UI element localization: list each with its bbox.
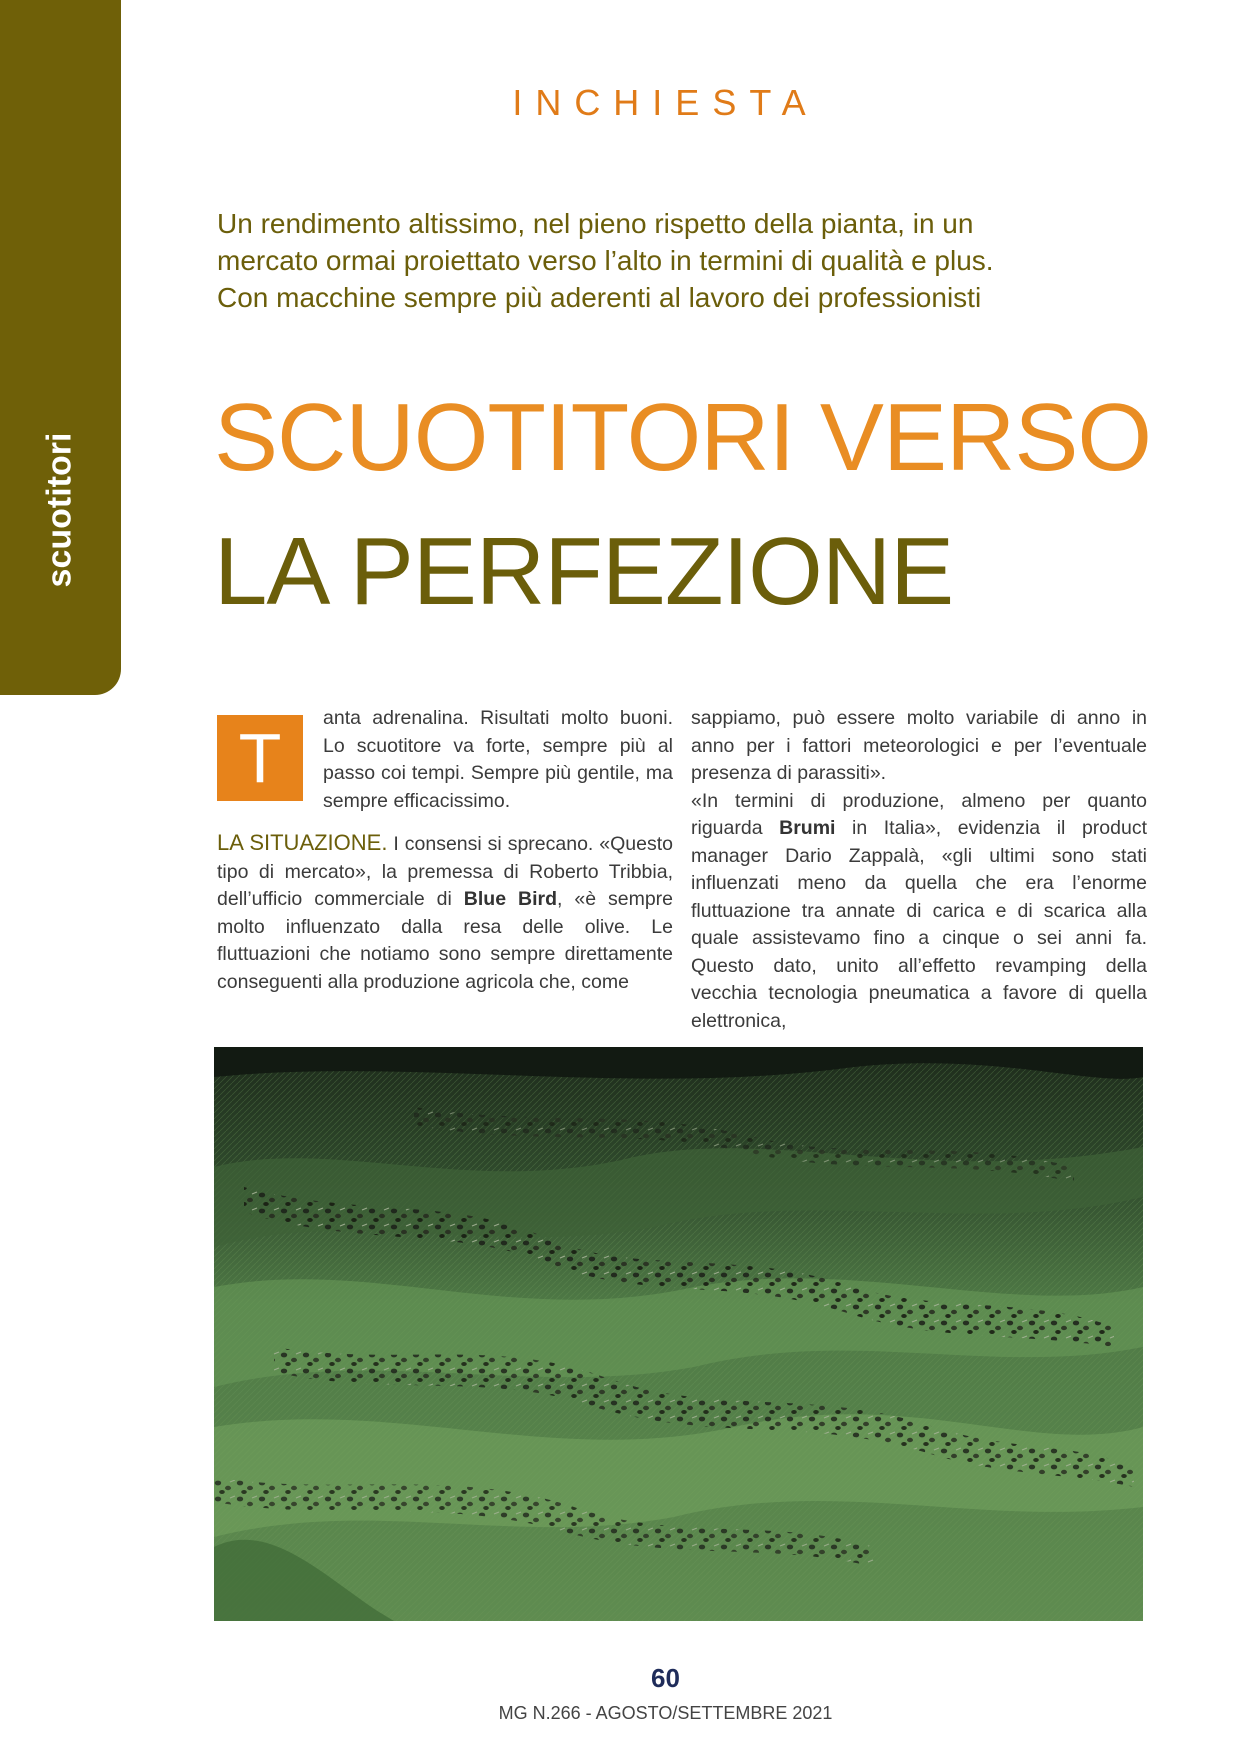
- article-title-line-2: LA PERFEZIONE: [214, 518, 954, 625]
- article-column-2: [691, 705, 1147, 1035]
- deck-line: mercato ormai proiettato verso l’alto in termini di qualità e plus.: [217, 245, 994, 276]
- brand-name: Brumi: [779, 817, 836, 839]
- deck-line: Un rendimento altissimo, nel pieno rispetto della pianta, in un: [217, 208, 974, 239]
- body-paragraph: sappiamo, può essere molto variabile di anno in anno per i fattori meteorologici e per l’eventuale presenza di parassiti».: [691, 707, 1147, 784]
- article-column-1: [217, 705, 673, 996]
- section-tab-label: scuotitori: [40, 432, 79, 588]
- page-number: 60: [651, 1663, 680, 1693]
- deck-line: Con macchine sempre più aderenti al lavoro dei professionisti: [217, 282, 982, 313]
- section-kicker: INCHIESTA: [512, 82, 819, 123]
- article-deck: [217, 205, 1197, 316]
- intro-paragraph: [217, 705, 673, 815]
- situation-paragraph: [217, 829, 673, 996]
- drop-cap: T: [217, 715, 303, 801]
- body-text: I consensi si sprecano. «Questo tipo di mercato», la premessa di Roberto Tribbia, dell’ufficio commerciale di: [217, 833, 674, 910]
- brand-name: Blue Bird: [463, 888, 557, 910]
- olive-nets-illustration: [214, 1047, 1143, 1621]
- article-title-line-1: SCUOTITORI VERSO: [214, 384, 1152, 491]
- intro-text: anta adrenalina. Risultati molto buoni. Lo scuotitore va forte, sempre più al passo coi tempi. Sempre più gentile, ma sempre efficacissimo.: [323, 707, 673, 812]
- lead-label: LA SITUAZIONE.: [217, 830, 388, 855]
- body-paragraph: [691, 788, 1147, 1036]
- body-text: in Italia», evidenzia il product manager Dario Zappalà, «gli ultimi sono stati influenzati meno da quella che era l’enorme fluttuazione tra annate di carica e di scarica alla quale assistevamo fino a cinque o sei anni fa. Questo dato, unito all’effetto revamping della vecchia tecnologia pneumatica a favore di quella elettronica,: [691, 817, 1147, 1032]
- body-text: , «è sempre molto influenzato dalla resa delle olive. Le fluttuazioni che notiamo sono sempre direttamente conseguenti alla produzione agricola che, come: [217, 888, 674, 993]
- issue-info: MG N.266 - AGOSTO/SETTEMBRE 2021: [498, 1703, 833, 1723]
- olive-harvest-photo: [214, 1047, 1143, 1621]
- body-text: «In termini di produzione, almeno per quanto riguarda: [691, 789, 1147, 839]
